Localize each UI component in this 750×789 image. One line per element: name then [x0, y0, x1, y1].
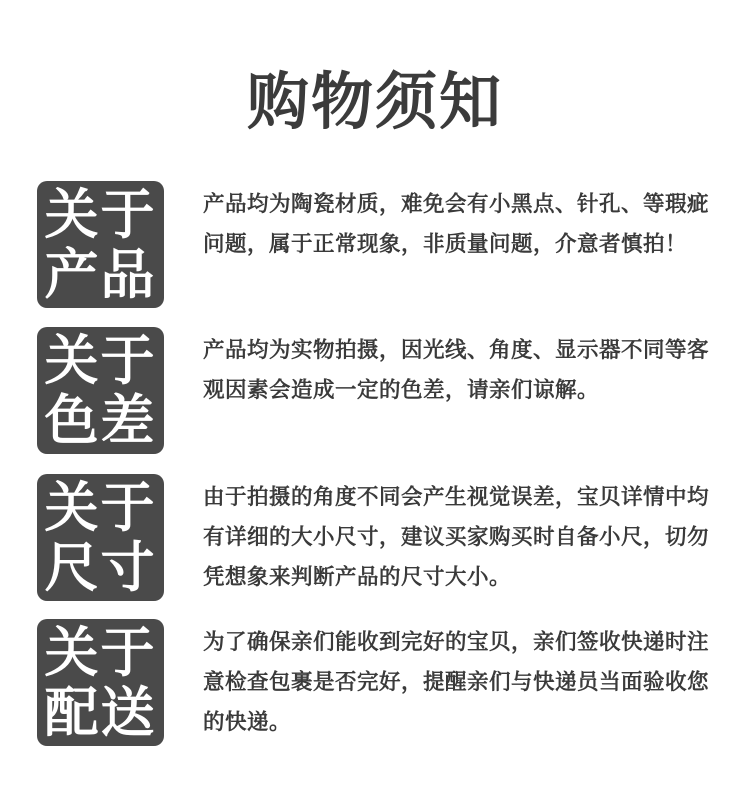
section-size — [37, 474, 717, 602]
section-color-difference — [37, 327, 717, 455]
badge-line2: 产品 — [44, 243, 157, 306]
badge-line2: 配送 — [44, 681, 157, 744]
section-product — [37, 181, 717, 309]
page-title: 购物须知 — [246, 65, 503, 138]
badge-line1: 关于 — [44, 329, 157, 392]
section-text: 为了确保亲们能收到完好的宝贝，亲们签收快递时注意检查包裹是否完好，提醒亲们与快递员当面验收您的快递。 — [203, 630, 710, 735]
badge-line1: 关于 — [44, 621, 157, 684]
badge-line2: 色差 — [44, 389, 157, 452]
badge-delivery — [37, 619, 164, 746]
badge-product — [37, 181, 164, 308]
section-text: 产品均为陶瓷材质，难免会有小黑点、针孔、等瑕疵问题，属于正常现象，非质量问题，介意者慎拍！ — [203, 192, 710, 257]
badge-color-difference — [37, 327, 164, 454]
section-text: 产品均为实物拍摄，因光线、角度、显示器不同等客观因素会造成一定的色差，请亲们谅解。 — [203, 338, 710, 403]
section-text: 由于拍摄的角度不同会产生视觉误差，宝贝详情中均有详细的大小尺寸，建议买家购买时自备小尺，切勿凭想象来判断产品的尺寸大小。 — [203, 485, 710, 590]
badge-line1: 关于 — [44, 476, 157, 539]
section-delivery — [37, 619, 717, 747]
badge-line2: 尺寸 — [44, 536, 157, 599]
badge-size — [37, 474, 164, 601]
badge-line1: 关于 — [44, 183, 157, 246]
